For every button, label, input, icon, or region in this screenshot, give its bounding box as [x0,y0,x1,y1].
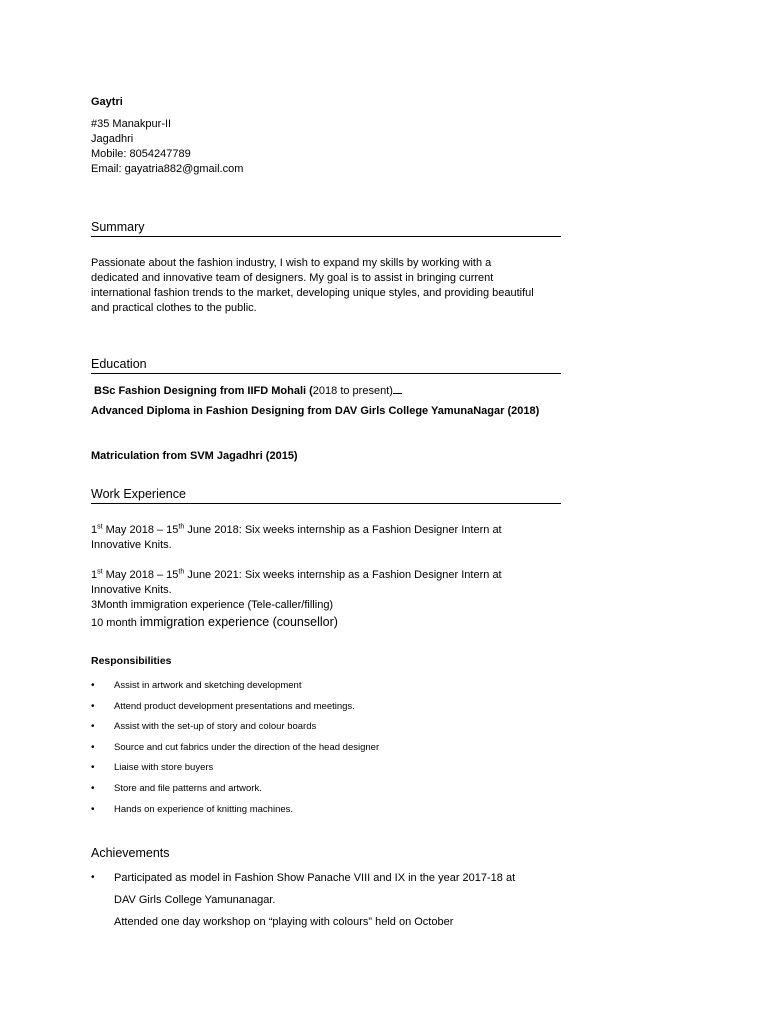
immigration-experience: 10 month immigration experience (counsellor) [91,615,338,629]
summary-text: Passionate about the fashion industry, I wish to expand my skills by working with a dedicated and innovative team of designers. My goal is to assist in bringing current international fashion trends to the market, developing unique styles, and providing beautiful and practical clothes to the public. [91,257,534,314]
list-item: • Attend product development presentations and meetings. [91,700,355,712]
underline-mark [393,384,402,394]
candidate-name: Gaytri [91,96,123,108]
list-item: • Assist with the set-up of story and colour boards [91,721,317,733]
list-item: • Participated as model in Fashion Show Panache VIII and IX in the year 2017-18 at DAV Girls College Yamunanagar. Attended one day workshop on “playing with colours” held on October [91,872,516,928]
summary-heading: Summary [91,220,561,237]
list-item: • Hands on experience of knitting machines. [91,803,294,815]
education-item: Advanced Diploma in Fashion Designing from DAV Girls College YamunaNagar (2018) [91,405,540,417]
contact-block [91,117,243,177]
education-item: Matriculation from SVM Jagadhri (2015) [91,450,298,462]
immigration-experience: 3Month immigration experience (Tele-caller/filling) [91,599,334,611]
work-entry: 1st May 2018 – 15th June 2018: Six weeks internship as a Fashion Designer Intern at Innovative Knits. [91,523,502,551]
education-item: BSc Fashion Designing from IIFD Mohali (2018 to present) [94,384,402,397]
work-experience-heading: Work Experience [91,487,561,504]
address-line-2: Jagadhri [91,133,134,145]
work-entry: 1st May 2018 – 15th June 2021: Six weeks internship as a Fashion Designer Intern at Innovative Knits. 3Month immigration experience (Tele-caller/filling) 10 month immigration experience (counsellor) [91,568,502,632]
list-item: • Assist in artwork and sketching development [91,680,302,691]
education-heading: Education [91,357,561,374]
achievements-heading: Achievements [91,846,170,860]
email-address: Email: gayatria882@gmail.com [91,163,244,175]
address-line-1: #35 Manakpur-II [91,118,172,130]
list-item: • Source and cut fabrics under the direction of the head designer [91,741,380,753]
list-item: • Liaise with store buyers [91,762,214,774]
responsibilities-heading: Responsibilities [91,655,172,667]
list-item: • Store and file patterns and artwork. [91,782,262,794]
mobile-number: Mobile: 8054247789 [91,148,191,160]
achievements-list [91,867,515,933]
responsibilities-list [91,680,379,824]
